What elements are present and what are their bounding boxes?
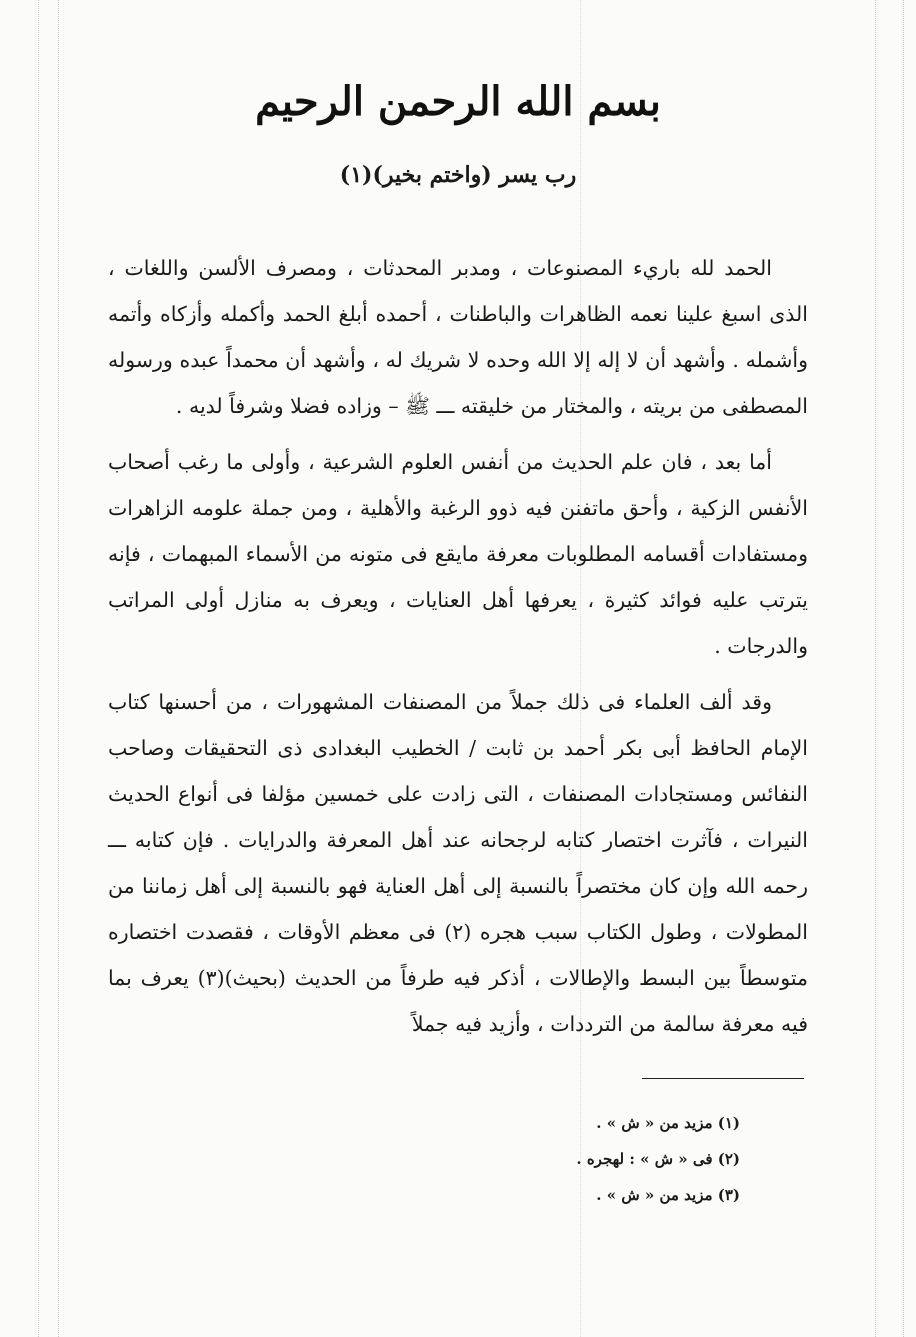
footnotes (420, 1105, 740, 1213)
invocation-subtitle: رب يسر (واختم بخير)(١) (339, 162, 577, 188)
scan-edge-line (38, 0, 39, 1337)
footnote: (١) مزيد من « ش » . (596, 1114, 740, 1132)
paragraph: الحمد لله باريء المصنوعات ، ومدبر المحدثات ، ومصرف الألسن واللغات ، الذى اسبغ علينا نعمه الظاهرات والباطنات ، أحمده أبلغ الحمد وأكمله وأزكاه وأتمه وأشمله . وأشهد أن لا إله إلا الله وحده لا شريك له ، وأشهد أن محمداً عبده ورسوله المصطفى من بريته ، والمختار من خليقته ـــ ﷺ – وزاده فضلا وشرفاً لديه . (108, 256, 808, 418)
basmala-heading: بسم الله الرحمن الرحيم (255, 78, 661, 125)
paragraph: وقد ألف العلماء فى ذلك جملاً من المصنفات المشهورات ، من أحسنها كتاب الإمام الحافظ أبى بكر أحمد بن ثابت / الخطيب البغدادى ذى التحقيقات وصاحب النفائس ومستجادات المصنفات ، التى زادت على خمسين مؤلفا فى أنواع الحديث النيرات ، فآثرت اختصار كتابه لرجحانه عند أهل المعرفة والدرايات . فإن كتابه ـــ رحمه الله وإن كان مختصراً بالنسبة إلى أهل العناية فهو بالنسبة إلى أهل زماننا من المطولات ، وطول الكتاب سبب هجره (٢) فى معظم الأوقات ، فقصدت اختصاره متوسطاً بين البسط والإطالات ، أذكر فيه طرفاً من الحديث (بحيث)(٣) يعرف بما فيه معرفة سالمة من الترددات ، وأزيد فيه جملاً (108, 690, 808, 1036)
footnote: (٢) فى « ش » : لهجره . (576, 1150, 740, 1168)
scan-edge-line (875, 0, 876, 1337)
scan-edge-line (903, 0, 904, 1337)
footnote-divider (642, 1078, 804, 1079)
footnote: (٣) مزيد من « ش » . (596, 1186, 740, 1204)
main-text (108, 245, 808, 1057)
scan-edge-line (58, 0, 59, 1337)
paragraph: أما بعد ، فان علم الحديث من أنفس العلوم الشرعية ، وأولى ما رغب أصحاب الأنفس الزكية ، وأحق ماتفنن فيه ذوو الرغبة والأهلية ، ومن جملة علومه الزاهرات ومستفادات أقسامه المطلوبات معرفة مايقع فى متونه من الأسماء المبهمات ، فإنه يترتب عليه فوائد كثيرة ، يعرفها أهل العنايات ، ويعرف به منازل أولى المراتب والدرجات . (108, 450, 808, 658)
